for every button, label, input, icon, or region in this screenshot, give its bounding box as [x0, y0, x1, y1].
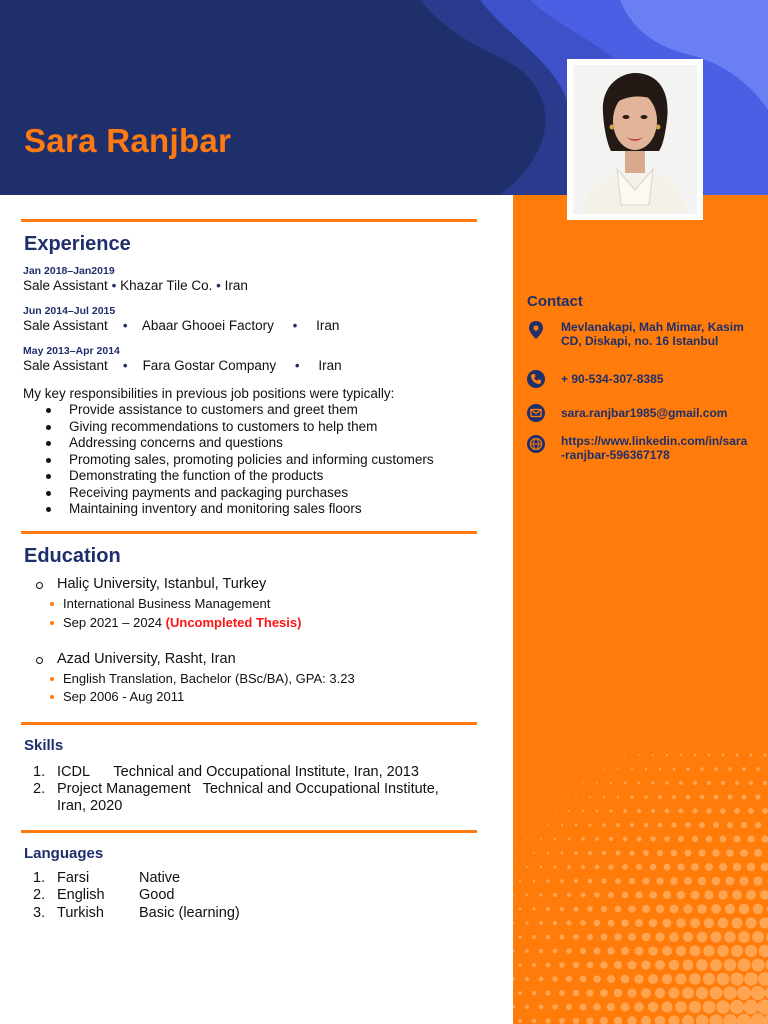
job-line: Sale Assistant • Fara Gostar Company • Iran — [23, 358, 342, 373]
languages-heading: Languages — [24, 845, 104, 862]
contact-address — [526, 320, 751, 348]
education-detail: Sep 2021 – 2024 (Uncompleted Thesis) — [50, 615, 301, 630]
list-item: Promoting sales, promoting policies and informing customers — [46, 452, 434, 469]
responsibilities-list — [46, 402, 434, 518]
contact-linkedin — [526, 434, 751, 462]
email-icon — [526, 403, 546, 423]
candidate-name: Sara Ranjbar — [24, 122, 232, 159]
location-icon — [526, 320, 546, 340]
list-item: Receiving payments and packaging purchases — [46, 485, 434, 502]
list-item: Maintaining inventory and monitoring sales floors — [46, 501, 434, 518]
profile-photo — [573, 65, 697, 214]
job-line: Sale Assistant • Abaar Ghooei Factory • Iran — [23, 318, 340, 333]
education-detail: English Translation, Bachelor (BSc/BA), GPA: 3.23 — [50, 671, 355, 686]
education-heading: Education — [24, 545, 121, 567]
language-item: 2. English Good — [33, 887, 175, 903]
language-item: 3. Turkish Basic (learning) — [33, 905, 240, 921]
education-school: Azad University, Rasht, Iran — [36, 651, 236, 667]
education-detail: Sep 2006 - Aug 2011 — [50, 689, 184, 704]
phone-text[interactable]: + 90-534-307-8385 — [561, 372, 664, 386]
divider — [21, 531, 477, 534]
skill-item: 1. ICDL Technical and Occupational Institute, Iran, 2013 — [33, 764, 419, 780]
job-line: Sale Assistant • Khazar Tile Co. • Iran — [23, 278, 248, 293]
job-date: May 2013–Apr 2014 — [23, 345, 120, 357]
list-item: Demonstrating the function of the products — [46, 468, 434, 485]
contact-phone — [526, 369, 751, 389]
divider — [21, 830, 477, 833]
web-icon — [526, 434, 546, 454]
education-school: Haliç University, Istanbul, Turkey — [36, 576, 266, 592]
linkedin-text[interactable]: https://www.linkedin.com/in/sara-ranjbar-596367178 — [561, 434, 748, 462]
list-item: Giving recommendations to customers to help them — [46, 419, 434, 436]
language-item: 1. Farsi Native — [33, 870, 181, 886]
divider — [21, 722, 477, 725]
list-item: Addressing concerns and questions — [46, 435, 434, 452]
divider — [21, 219, 477, 222]
job-date: Jan 2018–Jan2019 — [23, 265, 115, 277]
list-item: Provide assistance to customers and greet them — [46, 402, 434, 419]
skills-heading: Skills — [24, 737, 64, 754]
job-date: Jun 2014–Jul 2015 — [23, 305, 116, 317]
thesis-note: (Uncompleted Thesis) — [165, 615, 302, 630]
contact-heading: Contact — [527, 293, 583, 310]
experience-heading: Experience — [24, 233, 131, 255]
contact-email — [526, 403, 751, 423]
email-text[interactable]: sara.ranjbar1985@gmail.com — [561, 406, 728, 420]
profile-photo-frame — [567, 59, 703, 220]
responsibilities-intro: My key responsibilities in previous job positions were typically: — [23, 386, 395, 401]
phone-icon — [526, 369, 546, 389]
address-text: Mevlanakapi, Mah Mimar, Kasim CD, Diskapi, no. 16 Istanbul — [561, 320, 744, 348]
skill-item: 2. Project Management Technical and Occupational Institute, — [33, 781, 439, 797]
skill-item-cont: Iran, 2020 — [57, 798, 123, 814]
education-detail: International Business Management — [50, 596, 270, 611]
